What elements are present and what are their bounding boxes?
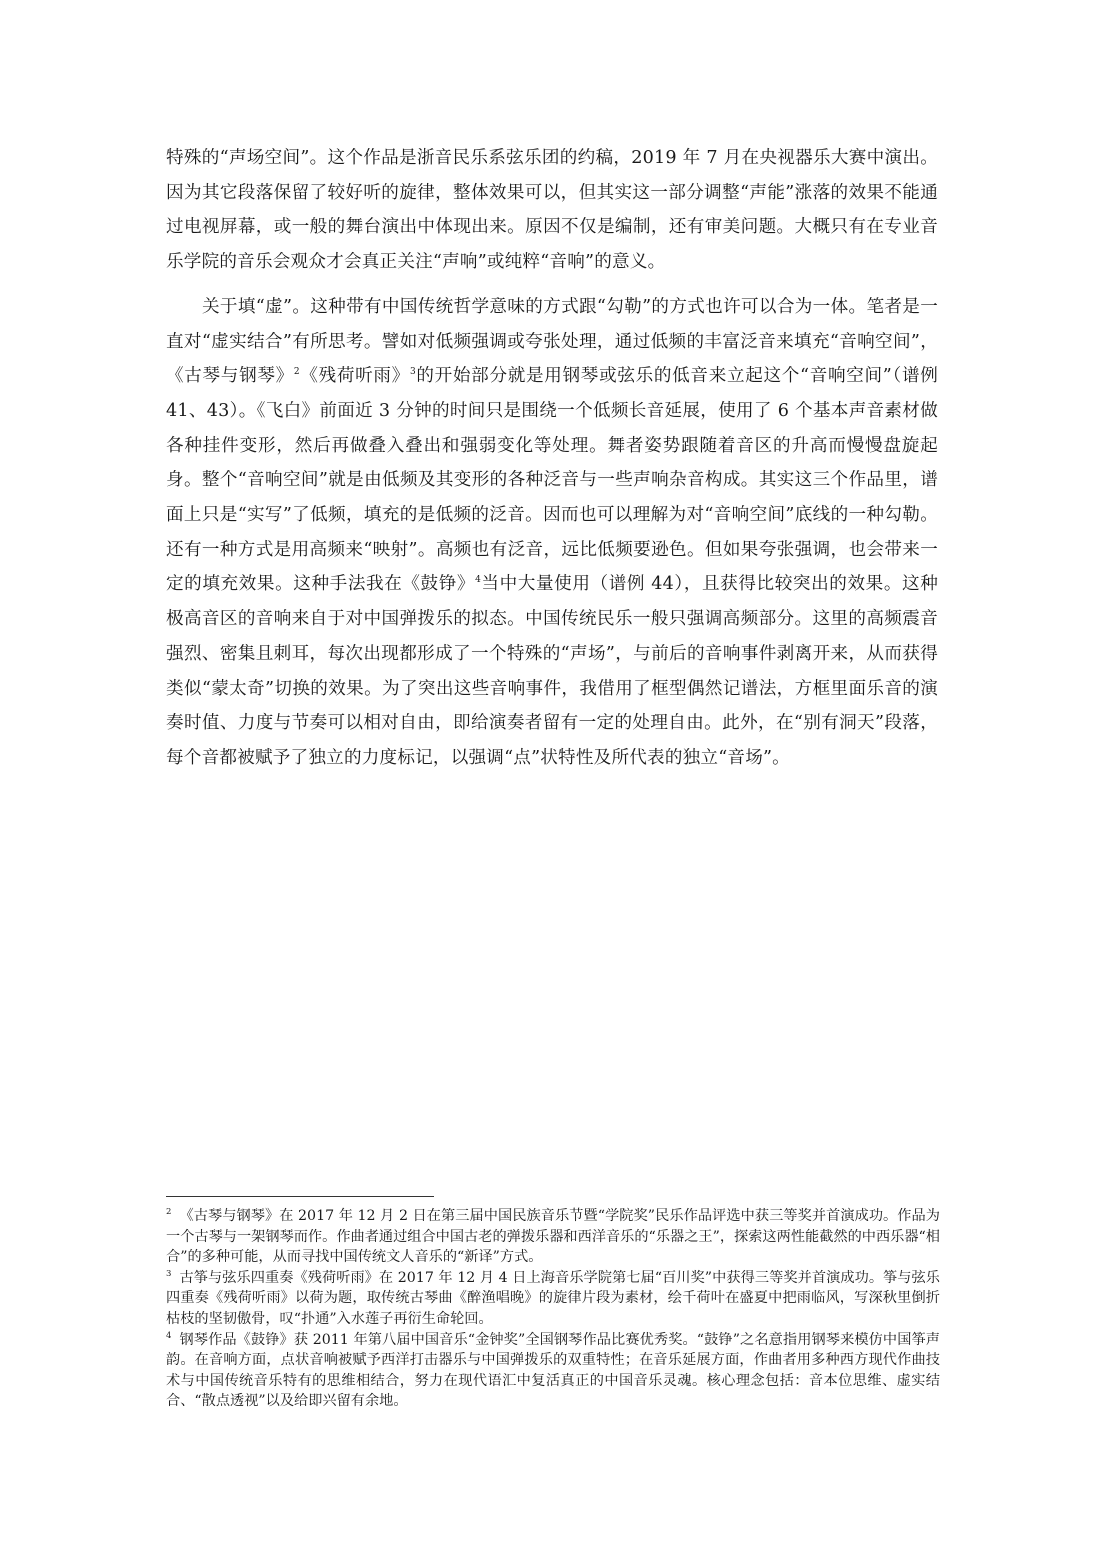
paragraph-1: 特殊的“声场空间”。这个作品是浙音民乐系弦乐团的约稿，2019 年 7 月在央视器乐大赛中演出。因为其它段落保留了较好听的旋律，整体效果可以，但其实这一部分调整“声能”涨落的效果不能通过电视屏幕，或一般的舞台演出中体现出来。原因不仅是编制，还有审美问题。大概只有在专业音乐学院的音乐会观众才会真正关注“声响”或纯粹“音响”的意义。 <box>166 148 938 273</box>
footnote-text: 《古琴与钢琴》在 2017 年 12 月 2 日在第三届中国民族音乐节暨“学院奖”民乐作品评选中获三等奖并首演成功。作品为一个古琴与一架钢琴而作。作曲者通过组合中国古老的弹拨乐器和西洋音乐的“乐器之王”，探索这两性能截然的中西乐器“相合”的多种可能，从而寻找中国传统文人音乐的“新译”方式。 <box>166 1208 940 1266</box>
footnote-mark: 2 <box>166 1207 172 1218</box>
footnote-4 <box>166 1330 940 1412</box>
footnote-2 <box>166 1206 940 1268</box>
footnote-text: 古筝与弦乐四重奏《残荷听雨》在 2017 年 12 月 4 日上海音乐学院第七届“百川奖”中获得三等奖并首演成功。筝与弦乐四重奏《残荷听雨》以荷为题，取传统古琴曲《醉渔唱晚》的旋律片段为素材，绘千荷叶在盛夏中把雨临风，写深秋里倒折枯枝的坚韧傲骨，叹“扑通”入水莲子再衍生命轮回。 <box>166 1269 940 1327</box>
footnote-ref-2[interactable]: 2 <box>293 367 300 378</box>
footnote-text: 钢琴作品《鼓铮》获 2011 年第八届中国音乐“金钟奖”全国钢琴作品比赛优秀奖。“鼓铮”之名意指用钢琴来模仿中国筝声韵。在音响方面，点状音响被赋予西洋打击器乐与中国弹拨乐的双重特性；在音乐延展方面，作曲者用多种西方现代作曲技术与中国传统音乐特有的思维相结合，努力在现代语汇中复活真正的中国音乐灵魂。核心理念包括：音本位思维、虚实结合、“散点透视”以及给即兴留有余地。 <box>166 1331 940 1410</box>
footnotes <box>166 1206 940 1412</box>
paragraph-2 <box>166 290 938 776</box>
footnote-3 <box>166 1268 940 1330</box>
paragraph-2-part-3: 的开始部分就是用钢琴或弦乐的低音来立起这个“音响空间”（谱例 41、43）。《飞白》前面近 3 分钟的时间只是围绕一个低频长音延展，使用了 6 个基本声音素材做各种挂件变形，然后再做叠入叠出和强弱变化等处理。舞者姿势跟随着音区的升高而慢慢盘旋起身。整个“音响空间”就是由低频及其变形的各种泛音与一些声响杂音构成。其实这三个作品里，谱面上只是“实写”了低频，填充的是低频的泛音。因而也可以理解为对“音响空间”底线的一种勾勒。还有一种方式是用高频来“映射”。高频也有泛音，远比低频要逊色。但如果夸张强调，也会带来一定的填充效果。这种手法我在《鼓铮》 <box>166 366 939 595</box>
footnote-separator <box>166 1196 434 1197</box>
paragraph-2-part-4: 当中大量使用（谱例 44），且获得比较突出的效果。这种极高音区的音响来自于对中国弹拨乐的拟态。中国传统民乐一般只强调高频部分。这里的高频震音强烈、密集且刺耳，每次出现都形成了一个特殊的“声场”，与前后的音响事件剥离开来，从而获得类似“蒙太奇”切换的效果。为了突出这些音响事件，我借用了框型偶然记谱法，方框里面乐音的演奏时值、力度与节奏可以相对自由，即给演奏者留有一定的处理自由。此外，在“别有洞天”段落，每个音都被赋予了独立的力度标记，以强调“点”状特性及所代表的独立“音场”。 <box>166 574 938 768</box>
footnote-mark: 4 <box>166 1330 172 1341</box>
paragraph-2-part-2: 《残荷听雨》 <box>299 366 410 387</box>
main-text <box>166 141 938 776</box>
footnote-ref-3[interactable]: 3 <box>409 367 416 378</box>
footnote-ref-4[interactable]: 4 <box>475 575 482 586</box>
paragraph-2-part-1: 关于填“虚”。这种带有中国传统哲学意味的方式跟“勾勒”的方式也许可以合为一体。笔者是一直对“虚实结合”有所思考。譬如对低频强调或夸张处理，通过低频的丰富泛音来填充“音响空间”，《古琴与钢琴》 <box>166 296 938 387</box>
footnote-mark: 3 <box>166 1268 172 1279</box>
